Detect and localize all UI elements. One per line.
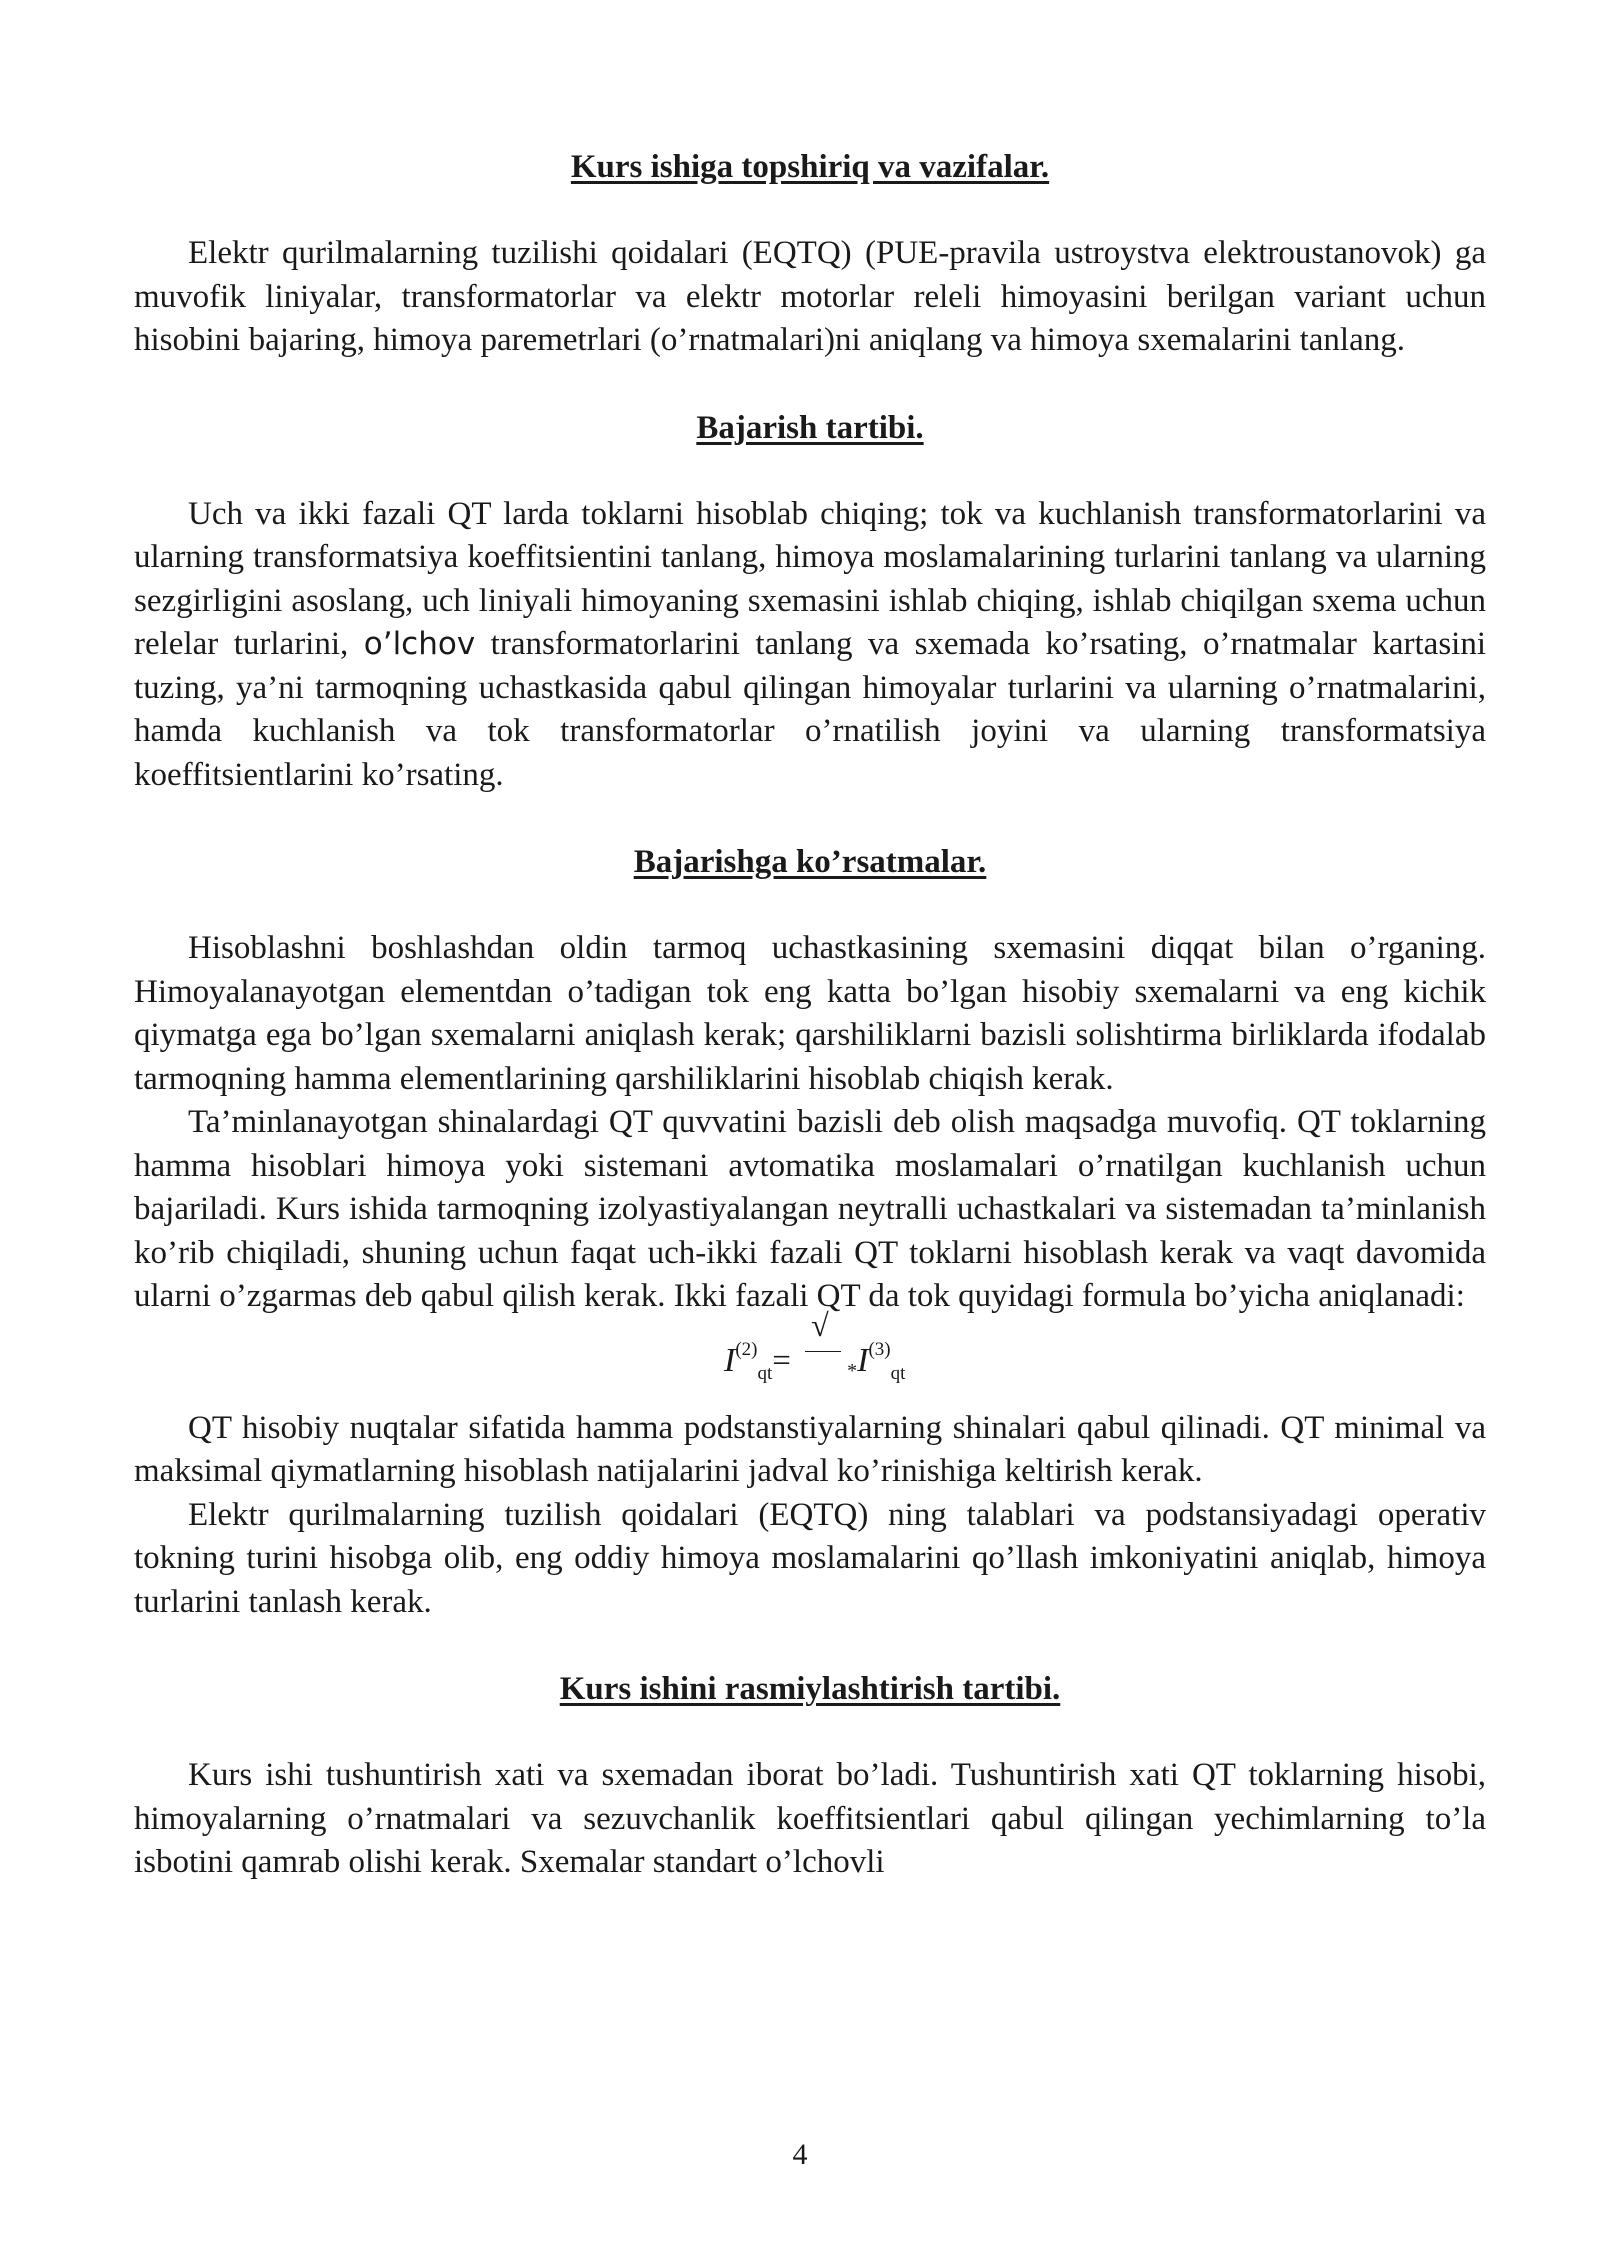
two-phase-current-formula [724,1306,906,1385]
paragraph-instructions-3: QT hisobiy nuqtalar sifatida hamma podstanstiyalarning shinalari qabul qilinadi. QT minimal va maksimal qiymatlarning hisoblash natijalarini jadval ko’rinishiga keltirish kerak. [134,1409,1486,1489]
formula-rhs-sup: (3) [868,1338,891,1360]
formula-lhs-sub: qt [757,1362,773,1384]
paragraph-instructions-2: Ta’minlanayotgan shinalardagi QT quvvatini bazisli deb olish maqsadga muvofiq. QT toklarning hamma hisoblari himoya yoki sistemani avtomatika moslamalari o’rnatilgan kuchlanish uchun bajariladi. Kurs ishida tarmoqning izolyastiyalangan neytralli uchastkalari va sistemadan ta’minlanish ko’rib chiqiladi, shuning uchun faqat uch-ikki fazali QT toklarni hisoblash kerak va vaqt davomida ularni o’zgarmas deb qabul qilish kerak. Ikki fazali QT da tok quyidagi formula bo’yicha aniqlanadi: [134,1104,1486,1314]
formula-rhs-symbol: I [857,1341,869,1379]
paragraph-formatting: Kurs ishi tushuntirish xati va sxemadan iborat bo’ladi. Tushuntirish xati QT toklarning hisobi, himoyalarning o’rnatmalari va sezuvchanlik koeffitsientlari qabul qilingan yechimlarning to’la isbotini qamrab olishi kerak. Sxemalar standart o’lchovli [134,1757,1486,1880]
paragraph-procedure-word-olchov: o’lchov [363,626,476,662]
section-title-formatting: Kurs ishini rasmiylashtirish tartibi. [559,1671,1061,1707]
page-number: 4 [792,2138,808,2171]
formula-rhs-sub: qt [890,1362,906,1384]
formula-star: * [847,1359,858,1382]
paragraph-task: Elektr qurilmalarning tuzilishi qoidalari (EQTQ) (PUE-pravila ustroystva elektroustanovok) ga muvofik liniyalar, transformatorlar va elektr motorlar releli himoyasini berilgan variant uchun hisobini bajaring, himoya paremetrlari (o’rnatmalari)ni aniqlang va himoya sxemalarini tanlang. [134,235,1486,358]
formula-fraction-bar [805,1351,841,1352]
page-content [134,145,1486,1885]
section-title-instructions: Bajarishga ko’rsatmalar. [633,844,987,880]
formula-equals: = [772,1342,791,1379]
formula-sqrt-symbol: √ [811,1306,829,1343]
paragraph-instructions-1: Hisoblashni boshlashdan oldin tarmoq uchastkasining sxemasini diqqat bilan o’rganing. Himoyalanayotgan elementdan o’tadigan tok eng katta bo’lgan hisobiy sxemalarni va eng kichik qiymatga ega bo’lgan sxemalarni aniqlash kerak; qarshiliklarni bazisli solishtirma birliklarda ifodalab tarmoqning hamma elementlarining qarshiliklarini hisoblab chiqish kerak. [134,930,1486,1097]
formula-line [134,1306,1486,1407]
section-title-task: Kurs ishiga topshiriq va vazifalar. [570,149,1050,185]
paragraph-procedure-part-2: transformatorlarini tanlang va sxemada ko’rsating, o’rnatmalar kartasini tuzing, ya’ni tarmoqning uchastkasida qabul qilingan himoyalar turlarini va ularning o’rnatmalarini, hamda kuchlanish va tok transformatorlar o’rnatilish joyini va ularning transformatsiya koeffitsientlarini ko’rsating. [134,626,1487,793]
formula-fraction [801,1306,845,1377]
paragraph-procedure [134,493,1486,798]
paragraph-procedure-part-1: Uch va ikki fazali QT larda toklarni hisoblab chiqing; tok va kuchlanish transformatorlarini va ularning transformatsiya koeffitsientini tanlang, himoya moslamalarining turlarini tanlang va ularning sezgirligini asoslang, uch liniyali himoyaning sxemasini ishlab chiqing, ishlab chiqilgan sxema uchun relelar turlarini, [134,495,1486,662]
formula-lhs-sup: (2) [735,1338,758,1360]
formula-lhs-symbol: I [724,1341,736,1379]
paragraph-instructions-4: Elektr qurilmalarning tuzilish qoidalari (EQTQ) ning talablari va podstansiyadagi operativ tokning turini hisobga olib, eng oddiy himoya moslamalarini qo’llash imkoniyatini aniqlab, himoya turlarini tanlash kerak. [134,1496,1486,1620]
section-title-procedure: Bajarish tartibi. [696,409,924,446]
